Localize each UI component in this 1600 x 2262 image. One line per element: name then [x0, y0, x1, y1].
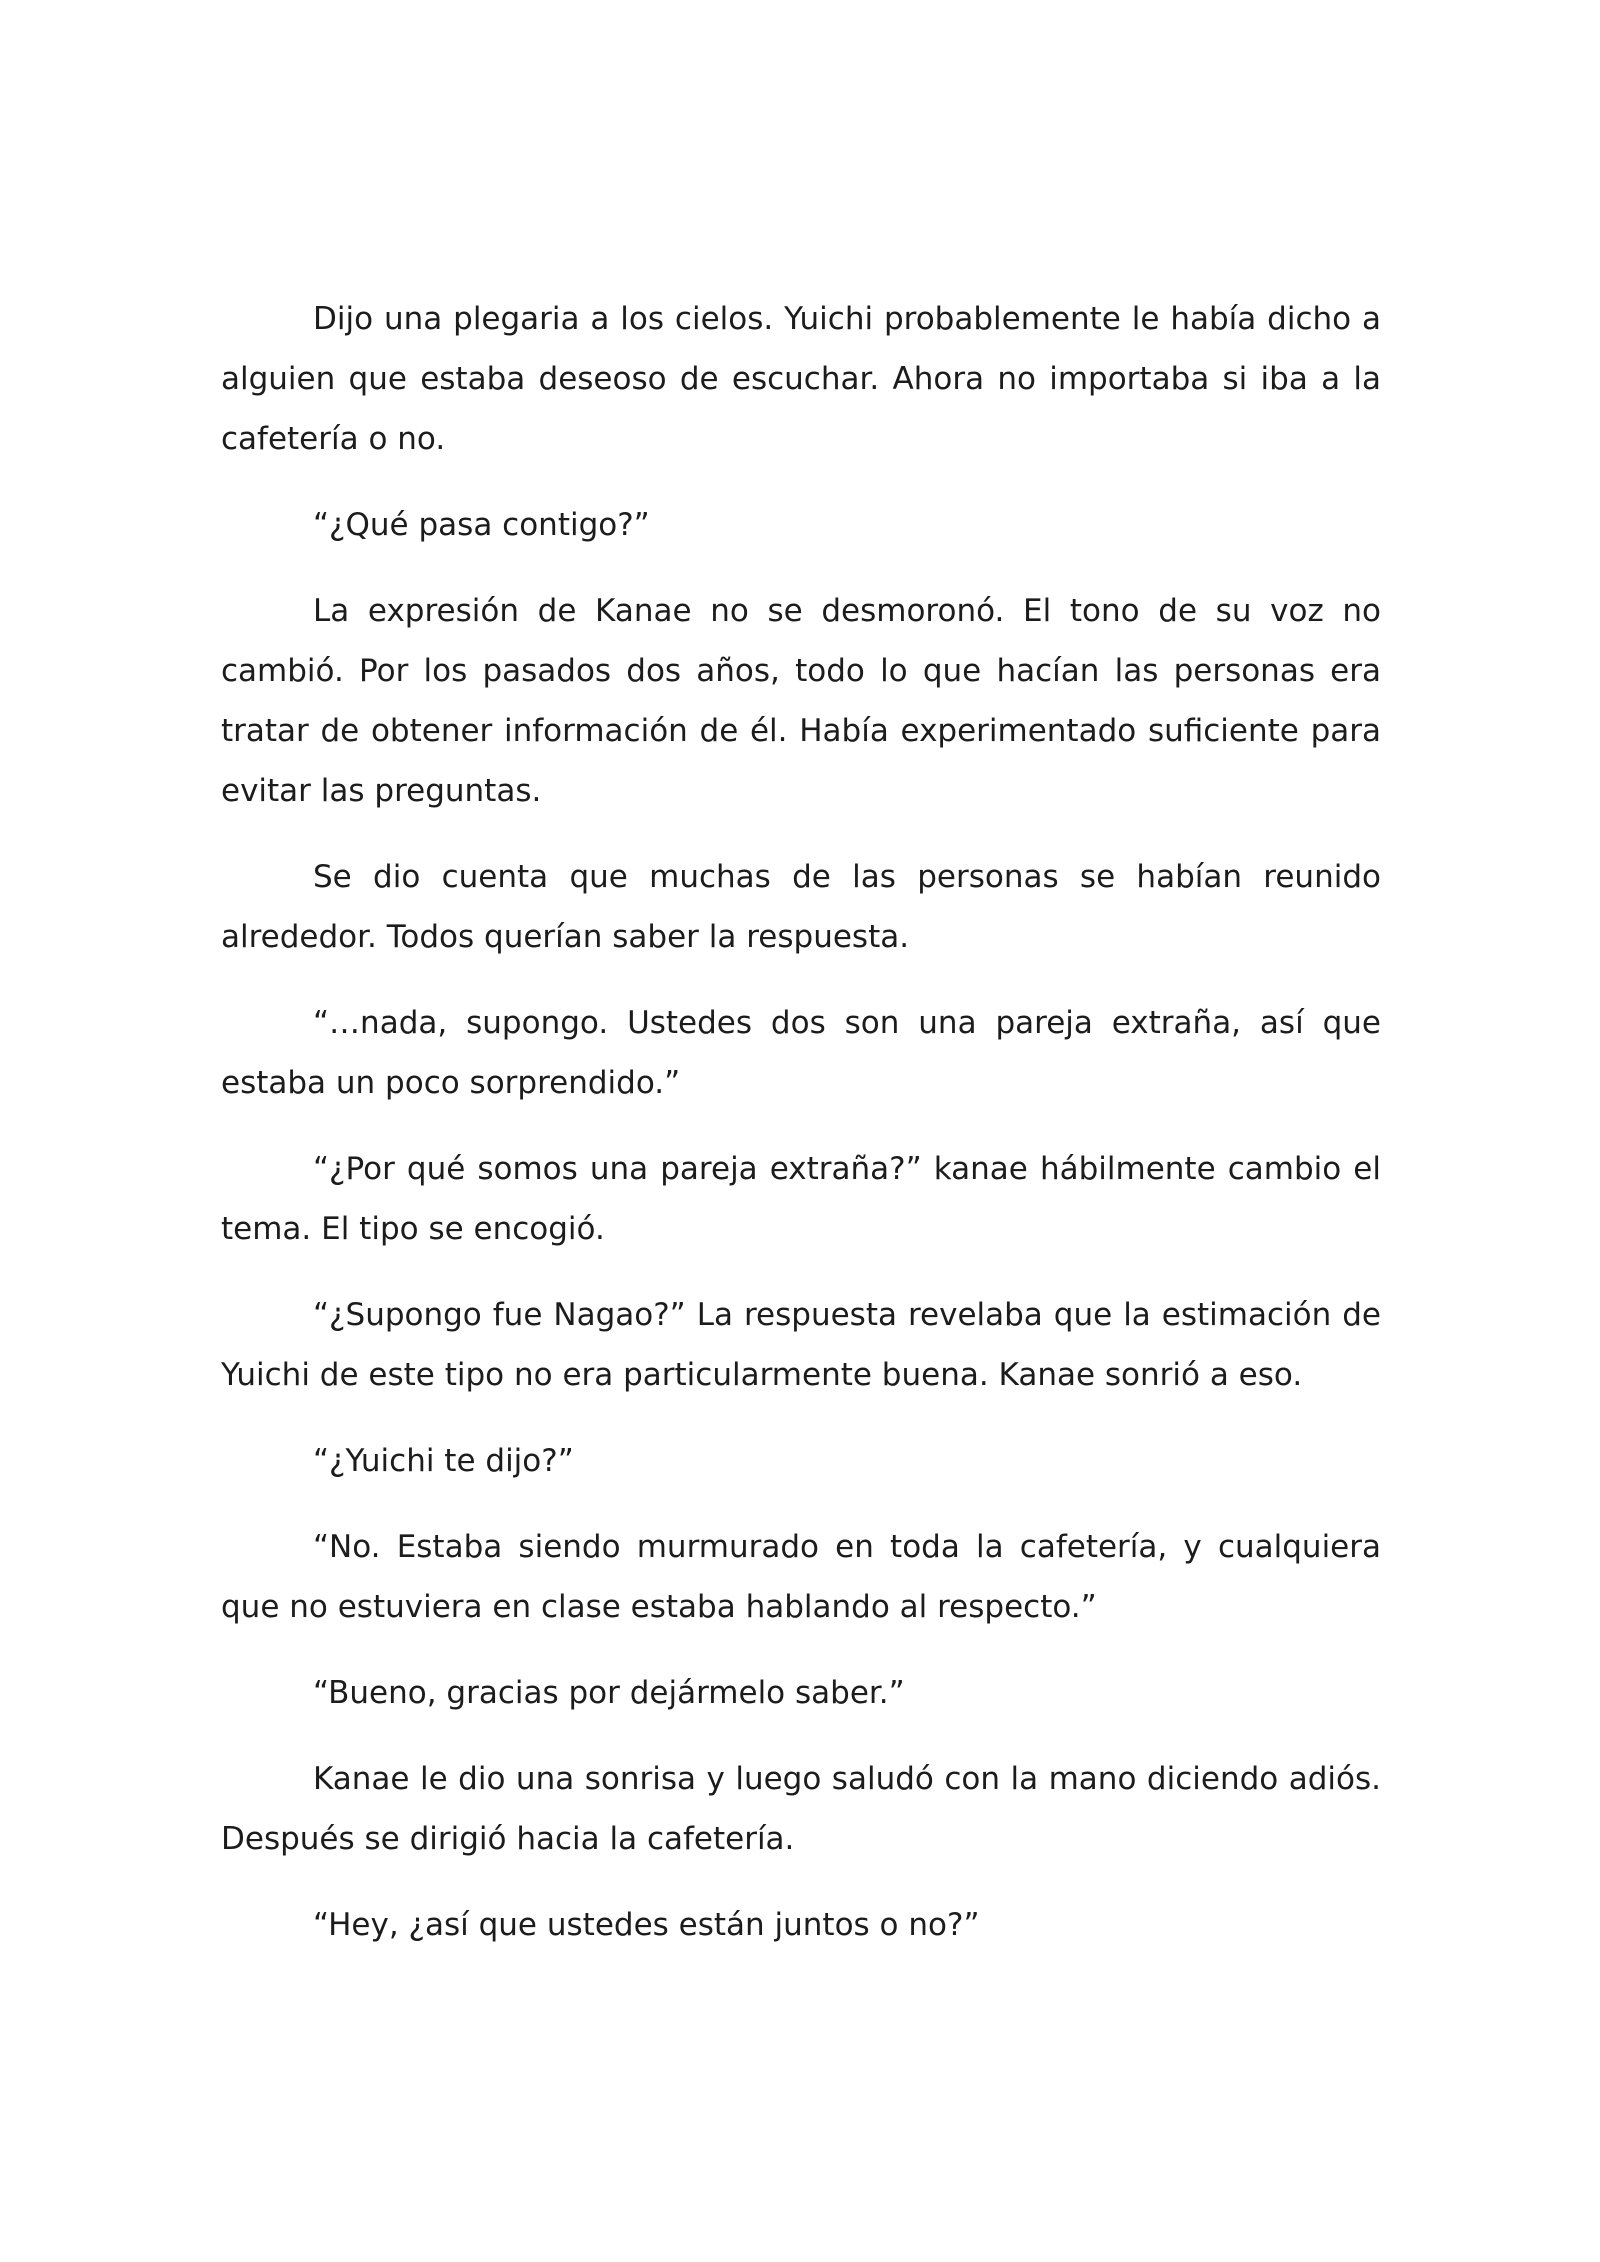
paragraph-1: Dijo una plegaria a los cielos. Yuichi probablemente le había dicho a alguien que estaba deseoso de escuchar. Ahora no importaba si iba a la cafetería o no. — [221, 301, 1381, 457]
paragraph-5: “…nada, supongo. Ustedes dos son una pareja extraña, así que estaba un poco sorprendido.” — [221, 1005, 1381, 1101]
paragraph-10: “Bueno, gracias por dejármelo saber.” — [313, 1675, 905, 1711]
paragraph-11: Kanae le dio una sonrisa y luego saludó con la mano diciendo adiós. Después se dirigió hacia la cafetería. — [221, 1761, 1381, 1857]
text-body — [221, 289, 1381, 1981]
paragraph-12: “Hey, ¿así que ustedes están juntos o no?” — [313, 1907, 980, 1943]
paragraph-6: “¿Por qué somos una pareja extraña?” kanae hábilmente cambio el tema. El tipo se encogió. — [221, 1151, 1381, 1247]
paragraph-8: “¿Yuichi te dijo?” — [313, 1443, 574, 1479]
paragraph-4: Se dio cuenta que muchas de las personas se habían reunido alrededor. Todos querían saber la respuesta. — [221, 859, 1381, 955]
paragraph-7: “¿Supongo fue Nagao?” La respuesta revelaba que la estimación de Yuichi de este tipo no era particularmente buena. Kanae sonrió a eso. — [221, 1297, 1381, 1393]
paragraph-9: “No. Estaba siendo murmurado en toda la cafetería, y cualquiera que no estuviera en clase estaba hablando al respecto.” — [221, 1529, 1381, 1625]
paragraph-2: “¿Qué pasa contigo?” — [313, 507, 650, 543]
paragraph-3: La expresión de Kanae no se desmoronó. El tono de su voz no cambió. Por los pasados dos años, todo lo que hacían las personas era tratar de obtener información de él. Había experimentado suficiente para evitar las preguntas. — [221, 593, 1381, 809]
